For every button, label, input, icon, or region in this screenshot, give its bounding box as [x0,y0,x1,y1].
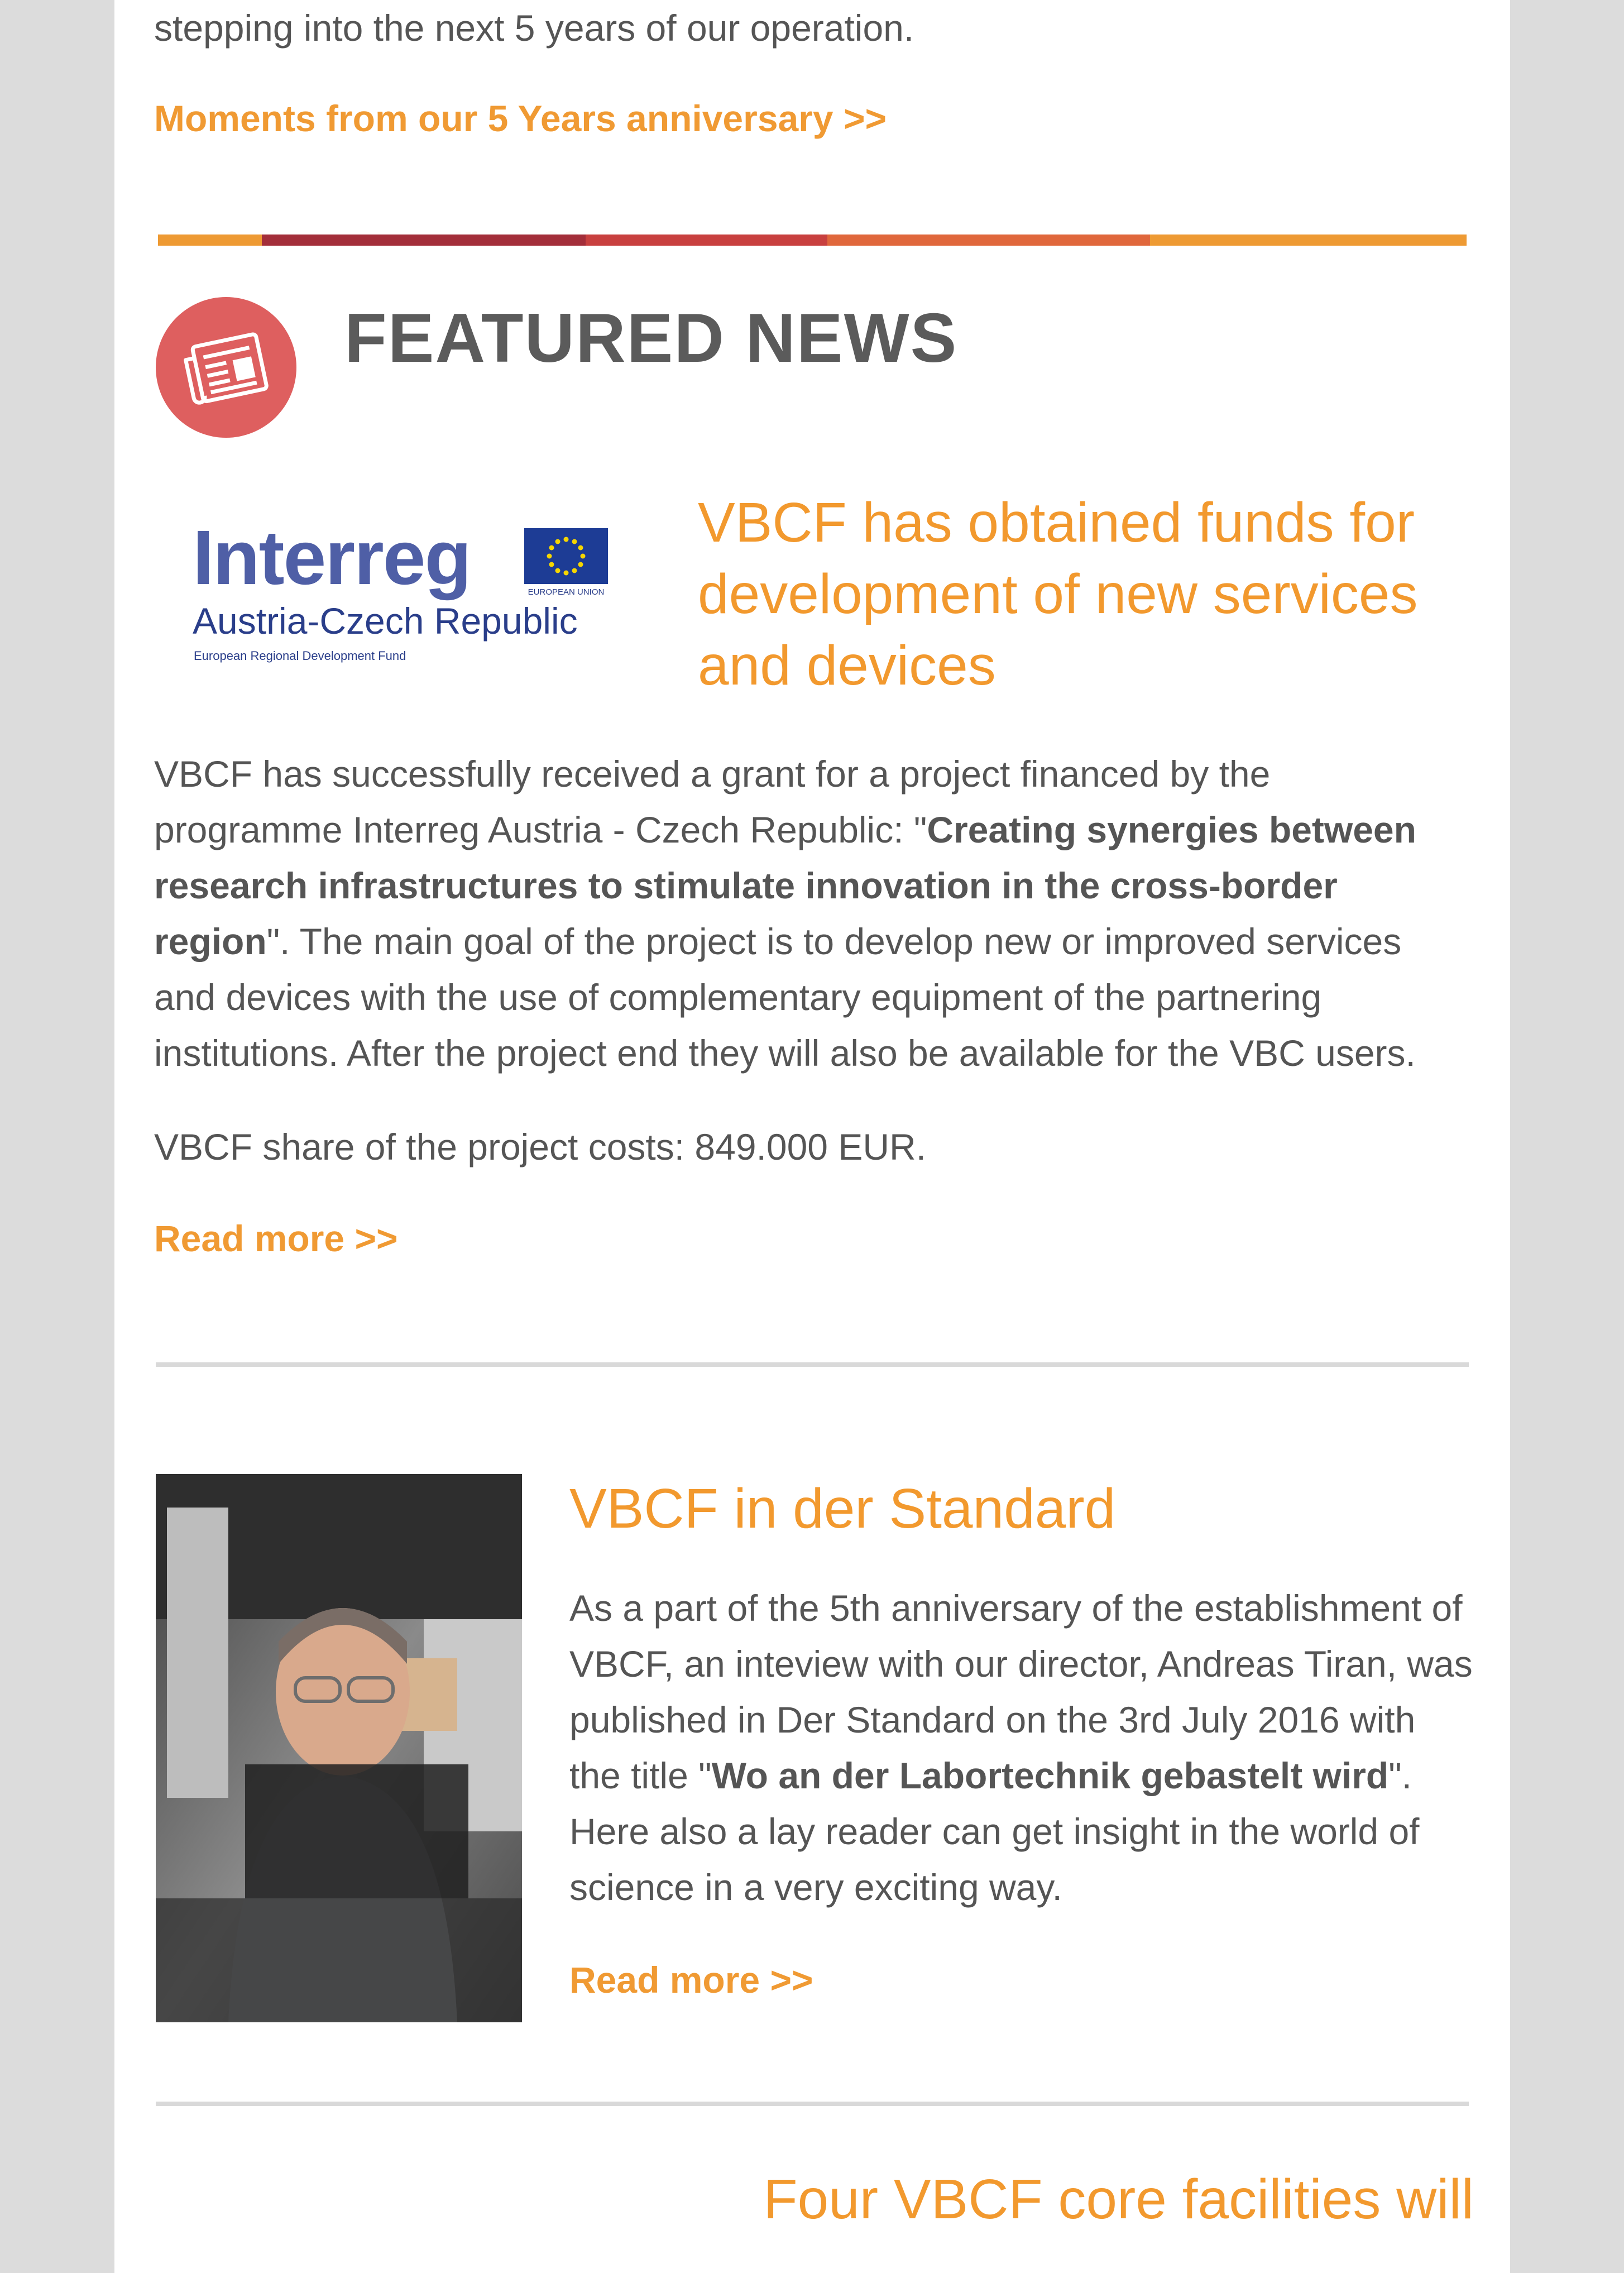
article-2-text-start: As a part of the 5th anniversary of the establishment of VBCF, an inteview with our director, Andreas Tiran, was published in Der Standard on the 3rd July 2016 with the title " [569,1587,1473,1796]
featured-news-title: FEATURED NEWS [344,300,958,377]
article-1-headline[interactable]: VBCF has obtained funds for development of new services and devices [698,491,1418,697]
intro-text: stepping into the next 5 years of our operation. [154,7,914,49]
article-1-text-end: ". The main goal of the project is to develop new or improved services and devices with the use of complementary equipment of the partnering institutions. After the project end they will also be available for the VBC users. [154,921,1416,1074]
interreg-region: Austria-Czech Republic [193,600,578,642]
divider [156,2102,1469,2106]
interreg-brand: Interreg [193,515,471,601]
eu-flag-icon [524,528,608,584]
newspaper-icon [156,297,296,438]
article-2-paragraph [569,1580,1474,1915]
anniversary-link[interactable]: Moments from our 5 Years anniversary >> [154,98,887,139]
section-color-stripe [158,235,1467,246]
eu-label: EUROPEAN UNION [528,587,605,597]
article-2-headline[interactable]: VBCF in der Standard [569,1477,1116,1540]
divider [156,1362,1469,1367]
article-1-read-more-link[interactable]: Read more >> [154,1218,398,1259]
interreg-logo [193,515,628,670]
newsletter-card [114,0,1510,2273]
article-1-project-title: Creating synergies between research infrastructures to stimulate innovation in the cross-border region [154,809,1416,962]
article-1-paragraph [154,746,1460,1081]
interreg-fund: European Regional Development Fund [194,649,406,663]
article-2-read-more-link[interactable]: Read more >> [569,1959,813,2001]
article-3-headline[interactable]: Four VBCF core facilities will [763,2168,1474,2231]
article-1-costs: VBCF share of the project costs: 849.000 EUR. [154,1126,927,1167]
article-2-interview-title: Wo an der Labortechnik gebastelt wird [711,1755,1389,1796]
director-photo [156,1474,522,2022]
article-2-text-end: ". Here also a lay reader can get insight in the world of science in a very exciting way. [569,1755,1420,1908]
article-1-text-start: VBCF has successfully received a grant for a project financed by the programme Interreg Austria - Czech Republic: " [154,753,1271,850]
